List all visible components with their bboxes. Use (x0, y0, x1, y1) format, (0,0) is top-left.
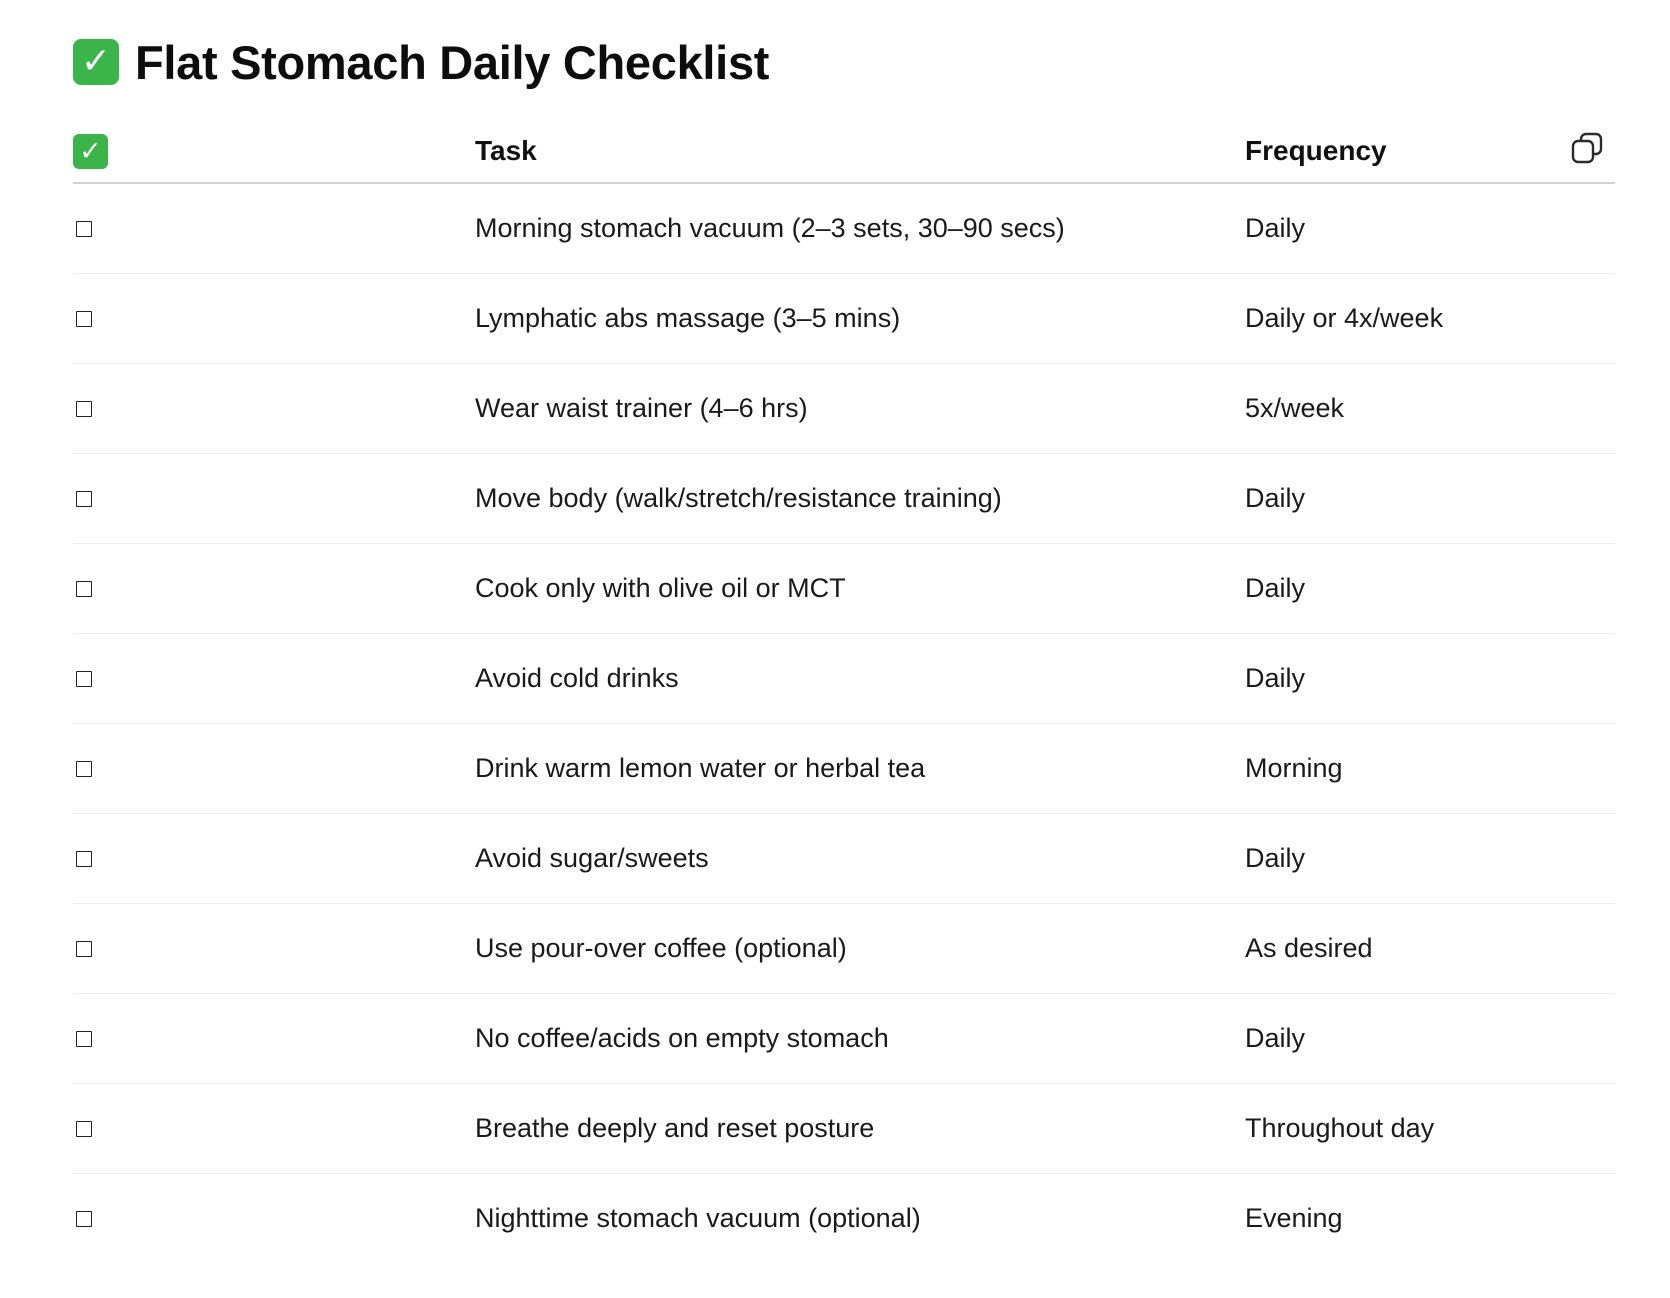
page-title (73, 30, 769, 94)
frequency-cell: Daily or 4x/week (1245, 303, 1444, 333)
checkbox-cell (73, 454, 92, 543)
table-row (73, 724, 1615, 814)
checkbox-cell (73, 364, 92, 453)
checkbox[interactable] (76, 1121, 92, 1137)
header-task: Task (475, 135, 537, 166)
page-title-text: Flat Stomach Daily Checklist (135, 35, 770, 89)
table-row (73, 904, 1615, 994)
task-cell: Lymphatic abs massage (3–5 mins) (475, 303, 901, 333)
checkbox-cell (73, 274, 92, 363)
frequency-cell: Daily (1245, 213, 1306, 243)
table-row (73, 634, 1615, 724)
table-row (73, 544, 1615, 634)
table-row (73, 454, 1615, 544)
checkbox[interactable] (76, 851, 92, 867)
table-row (73, 1174, 1615, 1263)
task-cell: No coffee/acids on empty stomach (475, 1023, 889, 1053)
checkbox-cell (73, 634, 92, 723)
checkbox-cell (73, 544, 92, 633)
checkbox-cell (73, 184, 92, 273)
table-row (73, 814, 1615, 904)
task-cell: Avoid cold drinks (475, 663, 679, 693)
checkbox[interactable] (76, 581, 92, 597)
check-mark-button-icon: ✓ (73, 134, 108, 169)
checklist-table (73, 112, 1615, 1263)
table-row (73, 184, 1615, 274)
table-row (73, 364, 1615, 454)
task-cell: Drink warm lemon water or herbal tea (475, 753, 926, 783)
check-mark-button-icon: ✓ (73, 39, 119, 85)
frequency-cell: Morning (1245, 753, 1343, 783)
table-row (73, 1084, 1615, 1174)
frequency-cell: Throughout day (1245, 1113, 1435, 1143)
checkbox[interactable] (76, 221, 92, 237)
table-header (73, 112, 1615, 184)
checkbox[interactable] (76, 761, 92, 777)
checkbox[interactable] (76, 1211, 92, 1227)
table-row (73, 274, 1615, 364)
frequency-cell: Daily (1245, 843, 1306, 873)
task-cell: Move body (walk/stretch/resistance training) (475, 483, 1002, 513)
checkbox[interactable] (76, 401, 92, 417)
frequency-cell: Daily (1245, 1023, 1306, 1053)
checkbox-cell (73, 1174, 92, 1263)
task-cell: Morning stomach vacuum (2–3 sets, 30–90 secs) (475, 213, 1065, 243)
header-frequency: Frequency (1245, 135, 1387, 166)
task-cell: Cook only with olive oil or MCT (475, 573, 846, 603)
frequency-cell: 5x/week (1245, 393, 1345, 423)
task-cell: Breathe deeply and reset posture (475, 1113, 875, 1143)
frequency-cell: As desired (1245, 933, 1373, 963)
checkbox[interactable] (76, 1031, 92, 1047)
checkbox-cell (73, 904, 92, 993)
frequency-cell: Evening (1245, 1203, 1343, 1233)
header-check-column (73, 131, 108, 171)
checkbox-cell (73, 994, 92, 1083)
frequency-cell: Daily (1245, 663, 1306, 693)
checkbox-cell (73, 724, 92, 813)
frequency-cell: Daily (1245, 483, 1306, 513)
copy-table-button[interactable] (1567, 128, 1607, 168)
copy-icon (1570, 131, 1604, 165)
task-cell: Avoid sugar/sweets (475, 843, 709, 873)
checkbox[interactable] (76, 311, 92, 327)
task-cell: Wear waist trainer (4–6 hrs) (475, 393, 808, 423)
task-cell: Nighttime stomach vacuum (optional) (475, 1203, 921, 1233)
checkbox-cell (73, 814, 92, 903)
task-cell: Use pour-over coffee (optional) (475, 933, 847, 963)
table-row (73, 994, 1615, 1084)
table-body (73, 184, 1615, 1263)
checkbox[interactable] (76, 941, 92, 957)
checkbox[interactable] (76, 491, 92, 507)
checkbox-cell (73, 1084, 92, 1173)
checkbox[interactable] (76, 671, 92, 687)
frequency-cell: Daily (1245, 573, 1306, 603)
